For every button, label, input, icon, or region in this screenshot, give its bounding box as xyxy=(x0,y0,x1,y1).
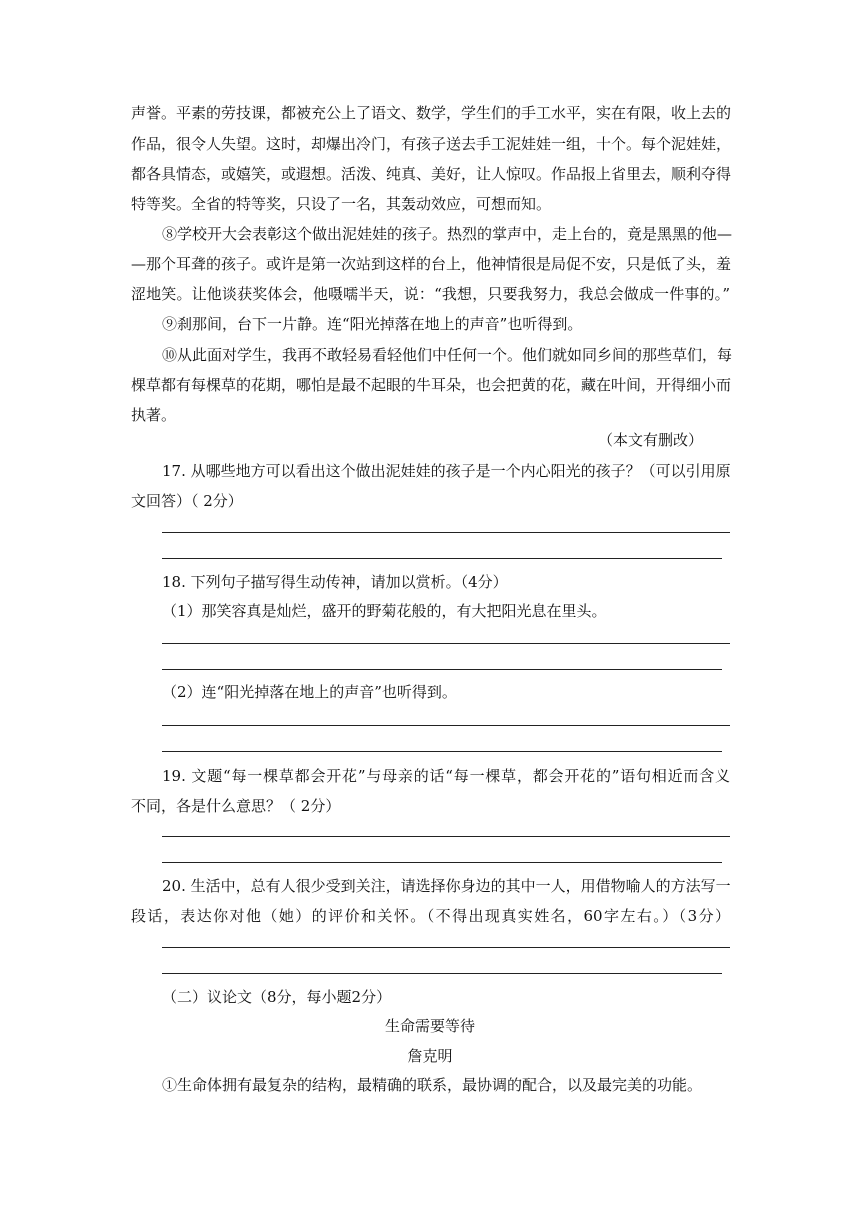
p9-line: ⑨刹那间，台下一片静。连“阳光掉落在地上的声音”也听得到。 xyxy=(162,315,583,333)
answer-line-18-2a xyxy=(162,725,730,726)
p8-line-3: 涩地笑。让他谈获奖体会，他嗫嚅半天，说：“我想，只要我努力，我总会做成一件事的。” xyxy=(131,285,730,303)
answer-line-20-1 xyxy=(162,947,730,948)
answer-line-17-1 xyxy=(162,532,730,533)
question-19-line-1: 19. 文题“每一棵草都会开花”与母亲的话“每一棵草，都会开花的”语句相近而含义 xyxy=(162,767,730,785)
answer-line-18-1b xyxy=(162,669,722,670)
p7-line-4: 特等奖。全省的特等奖，只设了一名，其轰动效应，可想而知。 xyxy=(131,195,552,213)
question-20-line-2: 段话，表达你对他（她）的评价和关怀。（不得出现真实姓名，60字左右。）（3分） xyxy=(131,907,730,925)
question-18-2: （2）连“阳光掉落在地上的声音”也听得到。 xyxy=(162,683,457,701)
answer-line-17-2 xyxy=(162,558,722,559)
question-20-line-1: 20. 生活中，总有人很少受到关注，请选择你身边的其中一人，用借物喻人的方法写一 xyxy=(162,877,731,895)
section-heading: （二）议论文（8分，每小题2分） xyxy=(162,988,392,1006)
p8-line-2: —那个耳聋的孩子。或许是第一次站到这样的台上，他神情很是局促不安，只是低了头，羞 xyxy=(131,255,732,273)
p7-line-2: 作品，很令人失望。这时，却爆出冷门，有孩子送去手工泥娃娃一组，十个。每个泥娃娃， xyxy=(131,135,732,153)
p7-line-1: 声誉。平素的劳技课，都被充公上了语文、数学，学生们的手工水平，实在有限，收上去的 xyxy=(131,104,732,122)
p8-line-1: ⑧学校开大会表彰这个做出泥娃娃的孩子。热烈的掌声中，走上台的，竟是黑黑的他— xyxy=(162,225,733,243)
essay-author: 詹克明 xyxy=(407,1047,453,1065)
answer-line-19-2 xyxy=(162,862,722,863)
question-18: 18. 下列句子描写得生动传神，请加以赏析。（4分） xyxy=(162,573,508,591)
p10-line-1: ⑩从此面对学生，我再不敢轻易看轻他们中任何一个。他们就如同乡间的那些草们，每 xyxy=(162,346,733,364)
question-18-1: （1）那笑容真是灿烂，盛开的野菊花般的，有大把阳光息在里头。 xyxy=(162,602,607,620)
answer-line-19-1 xyxy=(162,836,730,837)
p10-line-2: 棵草都有每棵草的花期，哪怕是最不起眼的牛耳朵，也会把黄的花，藏在叶间，开得细小而 xyxy=(131,376,732,394)
essay-title: 生命需要等待 xyxy=(384,1017,475,1035)
essay-p1-line-1: ①生命体拥有最复杂的结构，最精确的联系，最协调的配合，以及最完美的功能。 xyxy=(162,1076,703,1094)
question-19-line-2: 不同，各是什么意思？（ 2分） xyxy=(131,797,341,815)
p7-line-3: 都各具情态，或嬉笑，或遐想。活泼、纯真、美好，让人惊叹。作品报上省里去，顺利夺得 xyxy=(131,165,732,183)
answer-line-18-2b xyxy=(162,751,722,752)
p10-line-3: 执著。 xyxy=(131,406,177,424)
answer-line-18-1a xyxy=(162,643,730,644)
question-17-line-2: 文回答）（ 2分） xyxy=(131,492,243,510)
source-note: （本文有删改） xyxy=(598,431,704,449)
answer-line-20-2 xyxy=(162,973,722,974)
question-17-line-1: 17. 从哪些地方可以看出这个做出泥娃娃的孩子是一个内心阳光的孩子？（可以引用原 xyxy=(162,462,731,480)
